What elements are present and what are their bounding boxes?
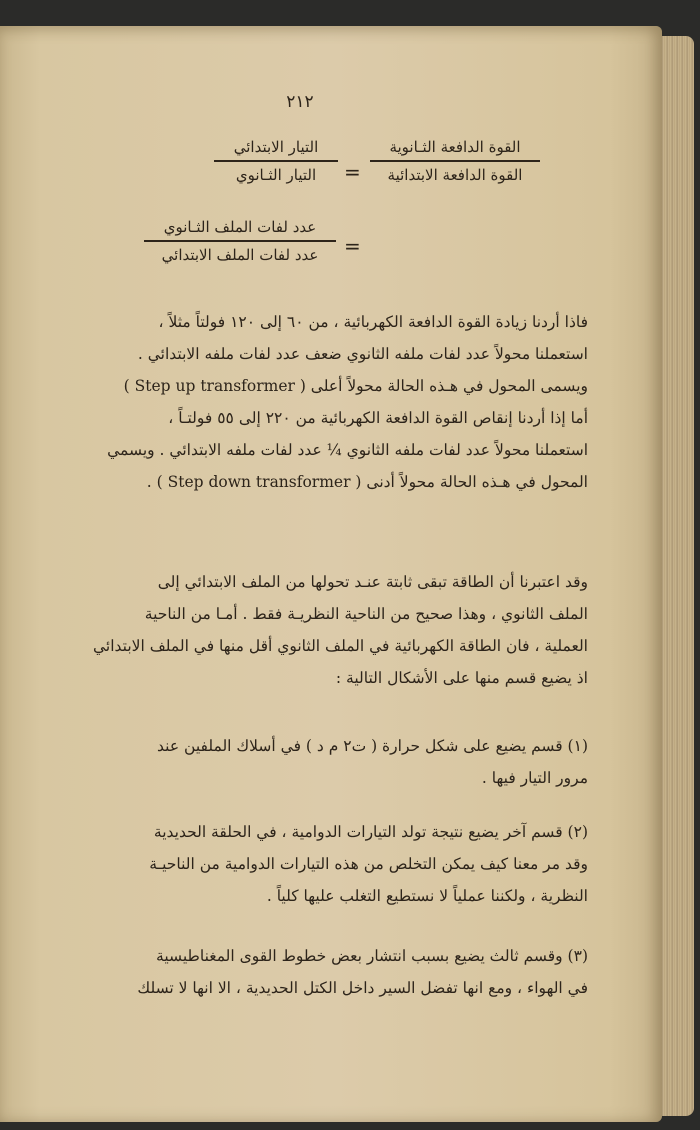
fraction-bar (144, 240, 336, 242)
fraction-bar (214, 160, 338, 162)
text-line: مرور التيار فيها . (481, 769, 588, 787)
equals-sign: = (344, 234, 361, 258)
text-line: اذ يضيع قسم منها على الأشكال التالية : (335, 669, 588, 687)
fraction-turns-ratio (144, 218, 336, 264)
text-line: ويسمى المحول في هـذه الحالة محولاً أعلى ( Step up transformer ) (123, 377, 588, 395)
fraction-numerator: القوة الدافعة الثـانوية (389, 138, 521, 156)
text-line: استعملنا محولاً عدد لفات ملفه الثانوي ¼ عدد لفات ملفه الابتدائي . ويسمي (107, 441, 588, 459)
fraction-current-ratio (214, 138, 338, 184)
text-line: (١) قسم يضيع على شكل حرارة ( ت٢ م د ) في أسلاك الملفين عند (157, 737, 588, 755)
paragraph-eddy-currents (36, 816, 588, 912)
equals-sign: = (344, 160, 361, 184)
fraction-emf-ratio (370, 138, 540, 184)
fraction-denominator: القوة الدافعة الابتدائية (387, 165, 523, 184)
text-line: النظرية ، ولكننا عملياً لا نستطيع التغلب عليها كلياً . (266, 887, 588, 905)
paragraph-transformer-types (36, 306, 588, 498)
text-line: (٣) وقسم ثالث يضيع بسبب انتشار بعض خطوط القوى المغناطيسية (156, 947, 588, 965)
text-line: استعملنا محولاً عدد لفات ملفه الثانوي ضعف عدد لفات ملفه الابتدائي . (137, 345, 588, 363)
text-line: الملف الثانوي ، وهذا صحيح من الناحية النظريـة فقط . أمـا من الناحية (144, 605, 588, 623)
text-line: أما إذا أردنا إنقاص القوة الدافعة الكهربائية من ٢٢٠ إلى ٥٥ فولتـاً ، (168, 409, 588, 427)
fraction-numerator: عدد لفات الملف الثـانوي (163, 218, 317, 236)
text-line: في الهواء ، ومع انها تفضل السير داخل الكتل الحديدية ، الا انها لا تسلك (137, 979, 588, 997)
paragraph-heat-loss (36, 730, 588, 794)
paragraph-flux-leakage (36, 940, 588, 1004)
paragraph-energy-loss (36, 566, 588, 694)
text-line: وقد اعتبرنا أن الطاقة تبقى ثابتة عنـد تحولها من الملف الابتدائي إلى (157, 573, 588, 591)
fraction-numerator: التيار الابتدائي (233, 138, 319, 156)
fraction-denominator: عدد لفات الملف الابتدائي (161, 245, 319, 264)
text-line: وقد مر معنا كيف يمكن التخلص من هذه التيارات الدوامية من الناحيـة (149, 855, 588, 873)
fraction-bar (370, 160, 540, 162)
text-line: العملية ، فان الطاقة الكهربائية في الملف الثانوي أقل منها في الملف الابتدائي (92, 637, 588, 655)
text-line: (٢) قسم آخر يضيع نتيجة تولد التيارات الدوامية ، في الحلقة الحديدية (153, 823, 588, 841)
page-number: ٢١٢ (286, 92, 314, 112)
fraction-denominator: التيار الثـانوي (235, 165, 317, 184)
text-line: المحول في هـذه الحالة محولاً أدنى ( Step down transformer ) . (146, 473, 588, 491)
text-line: فاذا أردنا زيادة القوة الدافعة الكهربائية ، من ٦٠ إلى ١٢٠ فولتاً مثلاً ، (158, 313, 588, 331)
